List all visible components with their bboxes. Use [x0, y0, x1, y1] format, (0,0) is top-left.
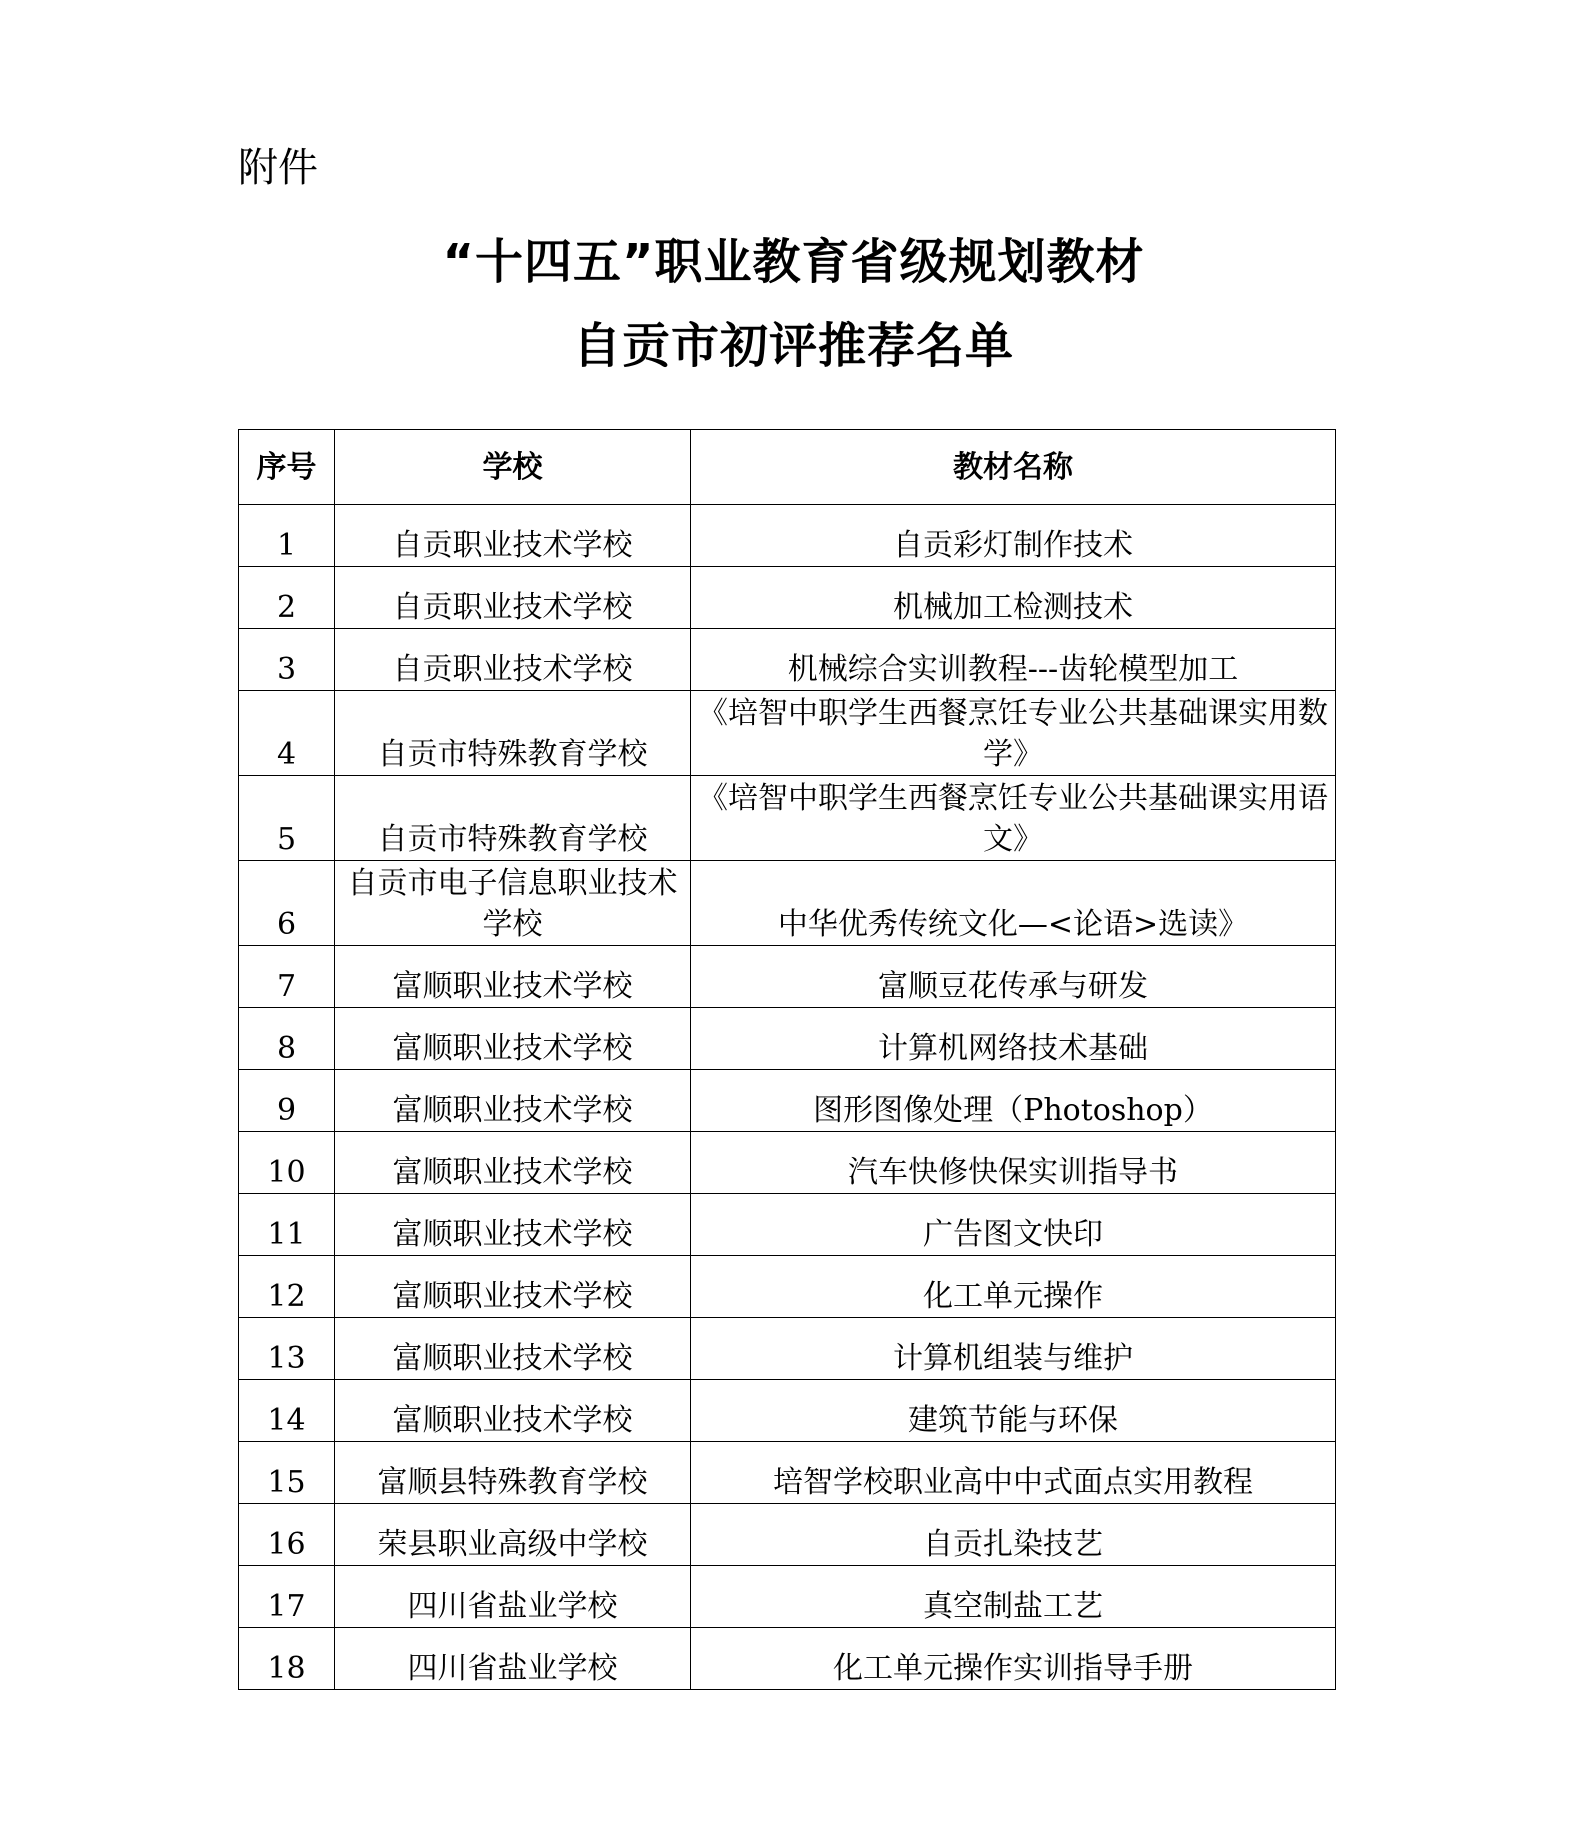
cell-school: 自贡职业技术学校 [335, 505, 691, 567]
cell-school: 富顺职业技术学校 [335, 1008, 691, 1070]
cell-serial-number: 2 [239, 567, 335, 629]
cell-serial-number: 3 [239, 629, 335, 691]
table-row [239, 691, 1336, 776]
header-school: 学校 [335, 430, 691, 505]
cell-textbook-name: 培智学校职业高中中式面点实用教程 [691, 1442, 1336, 1504]
cell-school: 四川省盐业学校 [335, 1566, 691, 1628]
cell-serial-number: 7 [239, 946, 335, 1008]
cell-school: 自贡市特殊教育学校 [335, 691, 691, 776]
cell-serial-number: 9 [239, 1070, 335, 1132]
cell-school: 自贡市电子信息职业技术学校 [335, 861, 691, 946]
cell-serial-number: 16 [239, 1504, 335, 1566]
cell-school: 富顺职业技术学校 [335, 1318, 691, 1380]
header-serial-number: 序号 [239, 430, 335, 505]
cell-school: 富顺职业技术学校 [335, 1380, 691, 1442]
table-row [239, 1132, 1336, 1194]
table-header-row [239, 430, 1336, 505]
cell-school: 四川省盐业学校 [335, 1628, 691, 1690]
cell-school: 自贡职业技术学校 [335, 567, 691, 629]
table-row [239, 1628, 1336, 1690]
cell-school: 自贡市特殊教育学校 [335, 776, 691, 861]
cell-serial-number: 18 [239, 1628, 335, 1690]
table-row [239, 1256, 1336, 1318]
header-textbook-name: 教材名称 [691, 430, 1336, 505]
cell-serial-number: 10 [239, 1132, 335, 1194]
cell-textbook-name: 《培智中职学生西餐烹饪专业公共基础课实用数学》 [691, 691, 1336, 776]
cell-textbook-name: 计算机网络技术基础 [691, 1008, 1336, 1070]
table-row [239, 1070, 1336, 1132]
table-row [239, 1318, 1336, 1380]
cell-textbook-name: 富顺豆花传承与研发 [691, 946, 1336, 1008]
table-row [239, 567, 1336, 629]
cell-school: 富顺职业技术学校 [335, 1256, 691, 1318]
table-row [239, 1008, 1336, 1070]
cell-textbook-name: 计算机组装与维护 [691, 1318, 1336, 1380]
document-title-line-2: 自贡市初评推荐名单 [572, 318, 1014, 374]
cell-serial-number: 1 [239, 505, 335, 567]
table-row [239, 629, 1336, 691]
cell-textbook-name: 汽车快修快保实训指导书 [691, 1132, 1336, 1194]
cell-school: 富顺职业技术学校 [335, 1070, 691, 1132]
cell-textbook-name: 机械综合实训教程---齿轮模型加工 [691, 629, 1336, 691]
cell-school: 富顺职业技术学校 [335, 1132, 691, 1194]
cell-textbook-name: 机械加工检测技术 [691, 567, 1336, 629]
cell-textbook-name: 自贡扎染技艺 [691, 1504, 1336, 1566]
cell-serial-number: 11 [239, 1194, 335, 1256]
cell-serial-number: 5 [239, 776, 335, 861]
cell-school: 自贡职业技术学校 [335, 629, 691, 691]
attachment-label: 附件 [238, 145, 318, 191]
cell-school: 富顺职业技术学校 [335, 1194, 691, 1256]
table-row [239, 946, 1336, 1008]
cell-textbook-name: 图形图像处理（Photoshop） [691, 1070, 1336, 1132]
table-row [239, 1504, 1336, 1566]
cell-textbook-name: 广告图文快印 [691, 1194, 1336, 1256]
cell-textbook-name: 中华优秀传统文化—<论语>选读》 [691, 861, 1336, 946]
cell-textbook-name: 真空制盐工艺 [691, 1566, 1336, 1628]
cell-school: 荣县职业高级中学校 [335, 1504, 691, 1566]
cell-textbook-name: 建筑节能与环保 [691, 1380, 1336, 1442]
recommendation-table [238, 429, 1336, 1690]
document-title-line-1: “十四五”职业教育省级规划教材 [442, 234, 1145, 290]
cell-serial-number: 6 [239, 861, 335, 946]
cell-school: 富顺职业技术学校 [335, 946, 691, 1008]
cell-school: 富顺县特殊教育学校 [335, 1442, 691, 1504]
table-row [239, 861, 1336, 946]
cell-textbook-name: 化工单元操作实训指导手册 [691, 1628, 1336, 1690]
cell-serial-number: 13 [239, 1318, 335, 1380]
cell-textbook-name: 自贡彩灯制作技术 [691, 505, 1336, 567]
cell-serial-number: 14 [239, 1380, 335, 1442]
table-row [239, 776, 1336, 861]
table-row [239, 1442, 1336, 1504]
cell-serial-number: 8 [239, 1008, 335, 1070]
table-row [239, 1380, 1336, 1442]
cell-serial-number: 4 [239, 691, 335, 776]
table-row [239, 1566, 1336, 1628]
cell-serial-number: 15 [239, 1442, 335, 1504]
table-row [239, 505, 1336, 567]
cell-serial-number: 17 [239, 1566, 335, 1628]
cell-textbook-name: 化工单元操作 [691, 1256, 1336, 1318]
cell-serial-number: 12 [239, 1256, 335, 1318]
cell-textbook-name: 《培智中职学生西餐烹饪专业公共基础课实用语文》 [691, 776, 1336, 861]
table-row [239, 1194, 1336, 1256]
